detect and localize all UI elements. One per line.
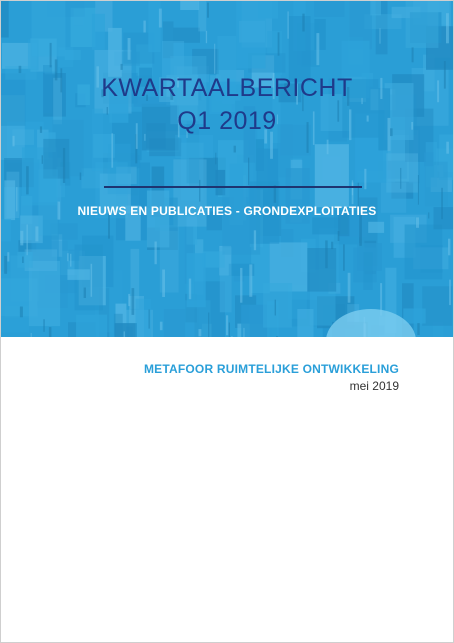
publication-date: mei 2019: [349, 379, 399, 393]
report-subtitle: NIEUWS EN PUBLICATIES - GRONDEXPLOITATIES: [77, 204, 377, 218]
organization-name: METAFOOR RUIMTELIJKE ONTWIKKELING: [143, 362, 399, 376]
report-period: Q1 2019: [177, 107, 277, 135]
city-skyline-image: [1, 1, 453, 337]
cover-image: [1, 1, 453, 337]
title-divider: [104, 186, 362, 188]
report-title: KWARTAALBERICHT: [101, 74, 353, 102]
